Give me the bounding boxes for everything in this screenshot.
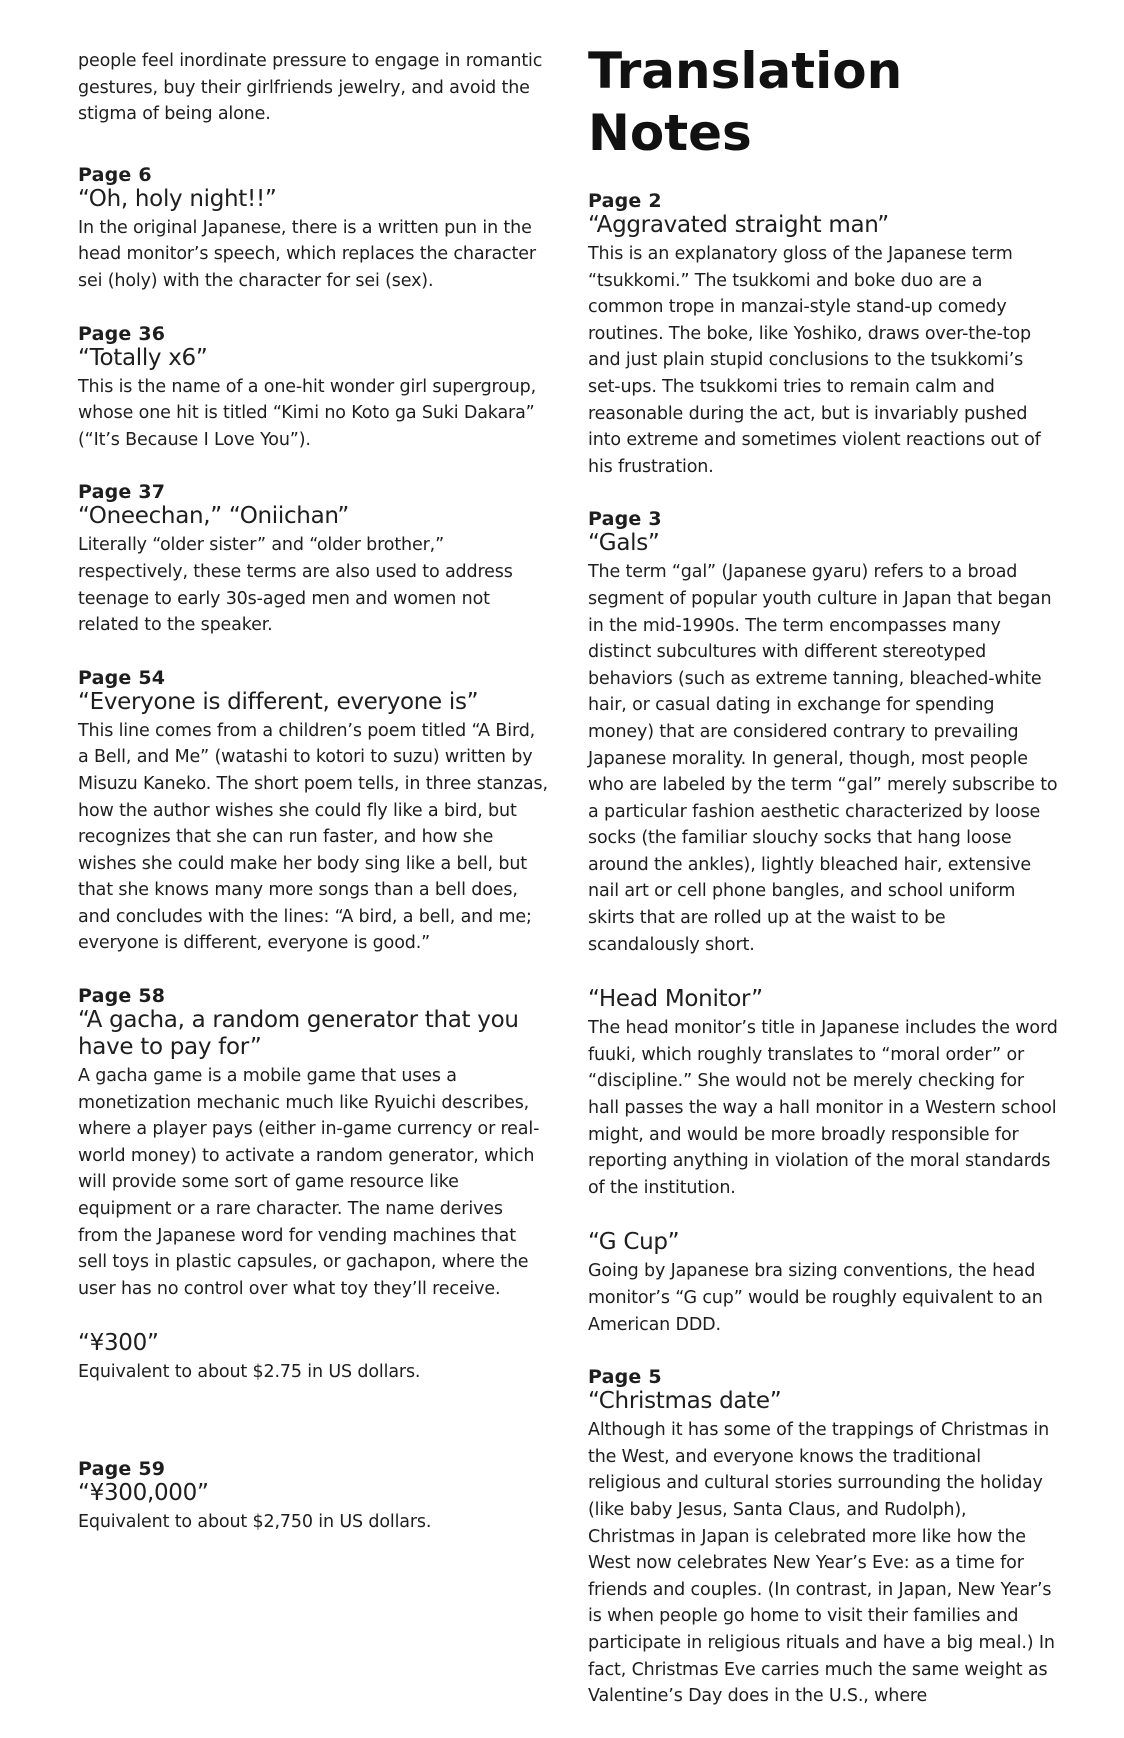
page-label: Page 59 xyxy=(78,1458,166,1480)
continuation-paragraph: people feel inordinate pressure to engage in romantic gestures, buy their girlfriends jewelry, and avoid the stigma of being alone. xyxy=(78,51,543,125)
note-entry xyxy=(588,1229,1058,1338)
note-text: In the original Japanese, there is a written pun in the head monitor’s speech, which replaces the character sei (holy) with the character for sei (sex). xyxy=(78,217,536,291)
note-term: “Oneechan,” “Oniichan” xyxy=(78,503,350,530)
note-entry xyxy=(78,1458,548,1536)
note-term: “Head Monitor” xyxy=(588,986,763,1013)
note-text: Equivalent to about $2.75 in US dollars. xyxy=(78,1362,421,1383)
note-text: Literally “older sister” and “older brother,” respectively, these terms are also used to address teenage to early 30s-aged men and women not related to the speaker. xyxy=(78,535,513,636)
spacer xyxy=(78,1414,548,1458)
note-term: “Aggravated straight man” xyxy=(588,212,889,238)
note-term: “A gacha, a random generator that you have to pay for” xyxy=(78,1007,519,1061)
note-text: Going by Japanese bra sizing conventions, the head monitor’s “G cup” would be roughly equivalent to an American DDD. xyxy=(588,1261,1043,1335)
note-entry xyxy=(588,986,1058,1201)
note-term: “Everyone is different, everyone is” xyxy=(78,688,479,715)
note-term: “¥300,000” xyxy=(78,1480,209,1506)
page-label: Page 54 xyxy=(78,666,166,689)
left-column xyxy=(78,48,548,1564)
note-entry xyxy=(78,323,548,454)
note-text: Equivalent to about $2,750 in US dollars. xyxy=(78,1512,432,1532)
note-entry xyxy=(588,1366,1058,1710)
note-entry xyxy=(78,985,548,1302)
page-label: Page 3 xyxy=(588,508,662,531)
note-text: This line comes from a children’s poem titled “A Bird, a Bell, and Me” (watashi to kotori to suzu) written by Misuzu Kaneko. The short poem tells, in three stanzas, how the author wishes she could fly like a bird, but recognizes that she can run faster, and how she wishes she could make her body sing like a bell, but that she knows many more songs than a bell does, and concludes with the lines: “A bird, a bell, and me; everyone is different, everyone is good.” xyxy=(78,720,548,954)
page-title: Translation Notes xyxy=(588,42,903,162)
note-term: “Totally x6” xyxy=(78,344,208,371)
page-label: Page 37 xyxy=(78,481,166,504)
right-column xyxy=(588,40,1058,1738)
note-term: “¥300” xyxy=(78,1330,159,1357)
note-entry xyxy=(588,190,1058,480)
page-label: Page 58 xyxy=(78,985,166,1008)
note-entry xyxy=(78,481,548,638)
note-text: The head monitor’s title in Japanese includes the word fuuki, which roughly translates to “moral order” or “discipline.” She would not be merely checking for hall passes the way a hall monitor in a Western school might, and would be more broadly responsible for reporting anything in violation of the moral standards of the institution. xyxy=(588,1018,1058,1198)
note-text: A gacha game is a mobile game that uses a monetization mechanic much like Ryuichi describes, where a player pays (either in-game currency or real-world money) to activate a random generator, which will provide some sort of game resource like equipment or a rare character. The name derives from the Japanese word for vending machines that sell toys in plastic capsules, or gachapon, where the user has no control over what toy they’ll receive. xyxy=(78,1066,540,1299)
note-text: Although it has some of the trappings of Christmas in the West, and everyone knows the traditional religious and cultural stories surrounding the holiday (like baby Jesus, Santa Claus, and Rudolph), Christmas in Japan is celebrated more like how the West now celebrates New Year’s Eve: as a time for friends and couples. (In contrast, in Japan, New Year’s is when people go home to visit their families and participate in religious rituals and have a big meal.) In fact, Christmas Eve carries much the same weight as Valentine’s Day does in the U.S., where xyxy=(588,1420,1055,1707)
note-entry xyxy=(588,508,1058,958)
note-entry xyxy=(78,164,548,295)
page-label: Page 5 xyxy=(588,1366,662,1389)
note-term: “G Cup” xyxy=(588,1229,680,1256)
page-label: Page 6 xyxy=(78,163,152,186)
note-term: “Christmas date” xyxy=(588,1388,782,1415)
note-entry xyxy=(78,1330,548,1386)
page-label: Page 36 xyxy=(78,322,166,345)
note-text: This is the name of a one-hit wonder girl supergroup, whose one hit is titled “Kimi no Koto ga Suki Dakara” (“It’s Because I Love You”). xyxy=(78,376,537,450)
page-label: Page 2 xyxy=(588,190,662,212)
note-term: “Gals” xyxy=(588,530,660,557)
note-text: The term “gal” (Japanese gyaru) refers to a broad segment of popular youth culture in Japan that began in the mid-1990s. The term encompasses many distinct subcultures with different stereotyped behaviors (such as extreme tanning, bleached-white hair, or casual dating in exchange for spending money) that are considered contrary to prevailing Japanese morality. In general, though, most people who are labeled by the term “gal” merely subscribe to a particular fashion aesthetic characterized by loose socks (the familiar slouchy socks that hang loose around the ankles), lightly bleached hair, extensive nail art or cell phone bangles, and school uniform skirts that are rolled up at the waist to be scandalously short. xyxy=(588,562,1058,955)
note-text: This is an explanatory gloss of the Japanese term “tsukkomi.” The tsukkomi and boke duo are a common trope in manzai-style stand-up comedy routines. The boke, like Yoshiko, draws over-the-top and just plain stupid conclusions to the tsukkomi’s set-ups. The tsukkomi tries to remain calm and reasonable during the act, but is invariably pushed into extreme and sometimes violent reactions out of his frustration. xyxy=(588,244,1041,477)
note-entry xyxy=(78,667,548,957)
note-term: “Oh, holy night!!” xyxy=(78,185,277,212)
